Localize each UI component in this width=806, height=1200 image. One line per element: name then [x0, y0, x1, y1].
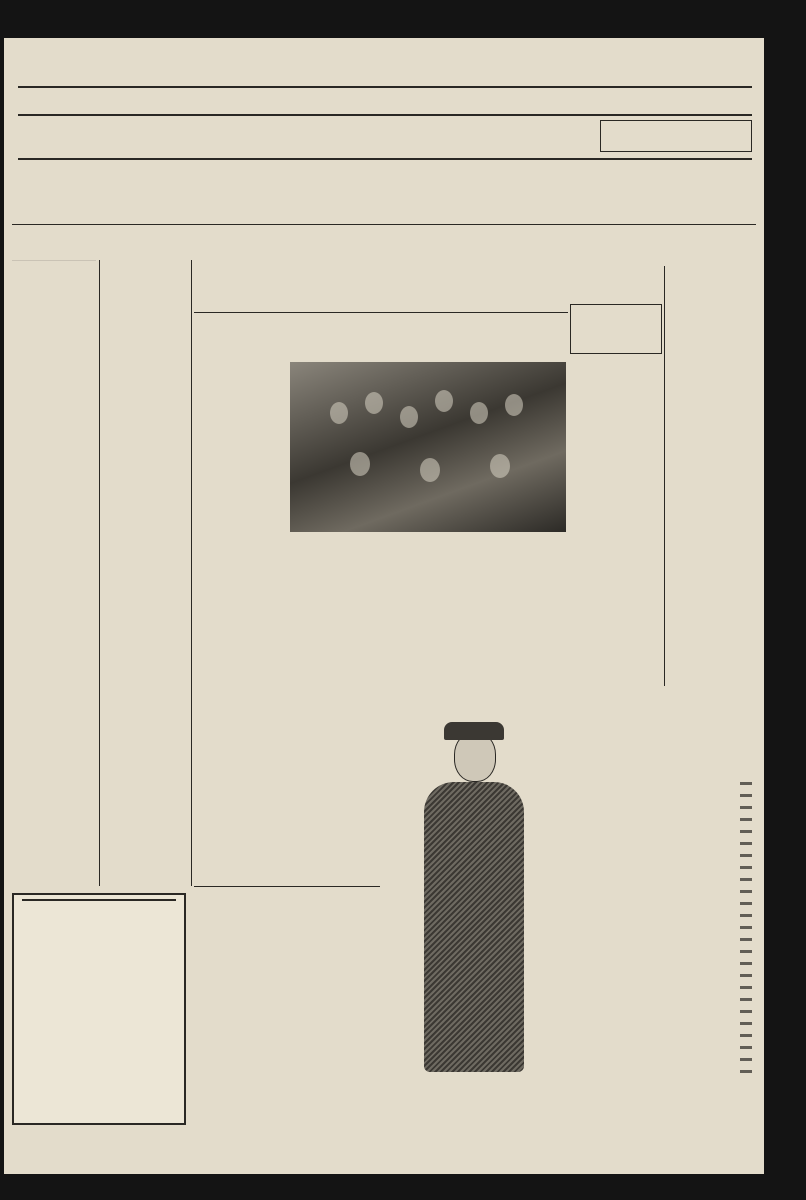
vestex-ad — [384, 692, 756, 1128]
column-2 — [102, 260, 188, 694]
photo-inspectors — [290, 362, 566, 532]
center-column-1 — [196, 316, 284, 602]
center-column-3 — [382, 558, 470, 708]
zigzag-border — [740, 782, 752, 1082]
far-right-column — [668, 268, 758, 616]
escuelas-article — [194, 890, 380, 1044]
newspaper-page — [4, 38, 764, 1174]
center-column-2 — [290, 558, 378, 828]
right-column — [572, 306, 658, 620]
polla-ad — [12, 893, 186, 1125]
hat — [444, 722, 504, 740]
column-1 — [12, 260, 96, 781]
coat-illustration — [424, 782, 524, 1072]
